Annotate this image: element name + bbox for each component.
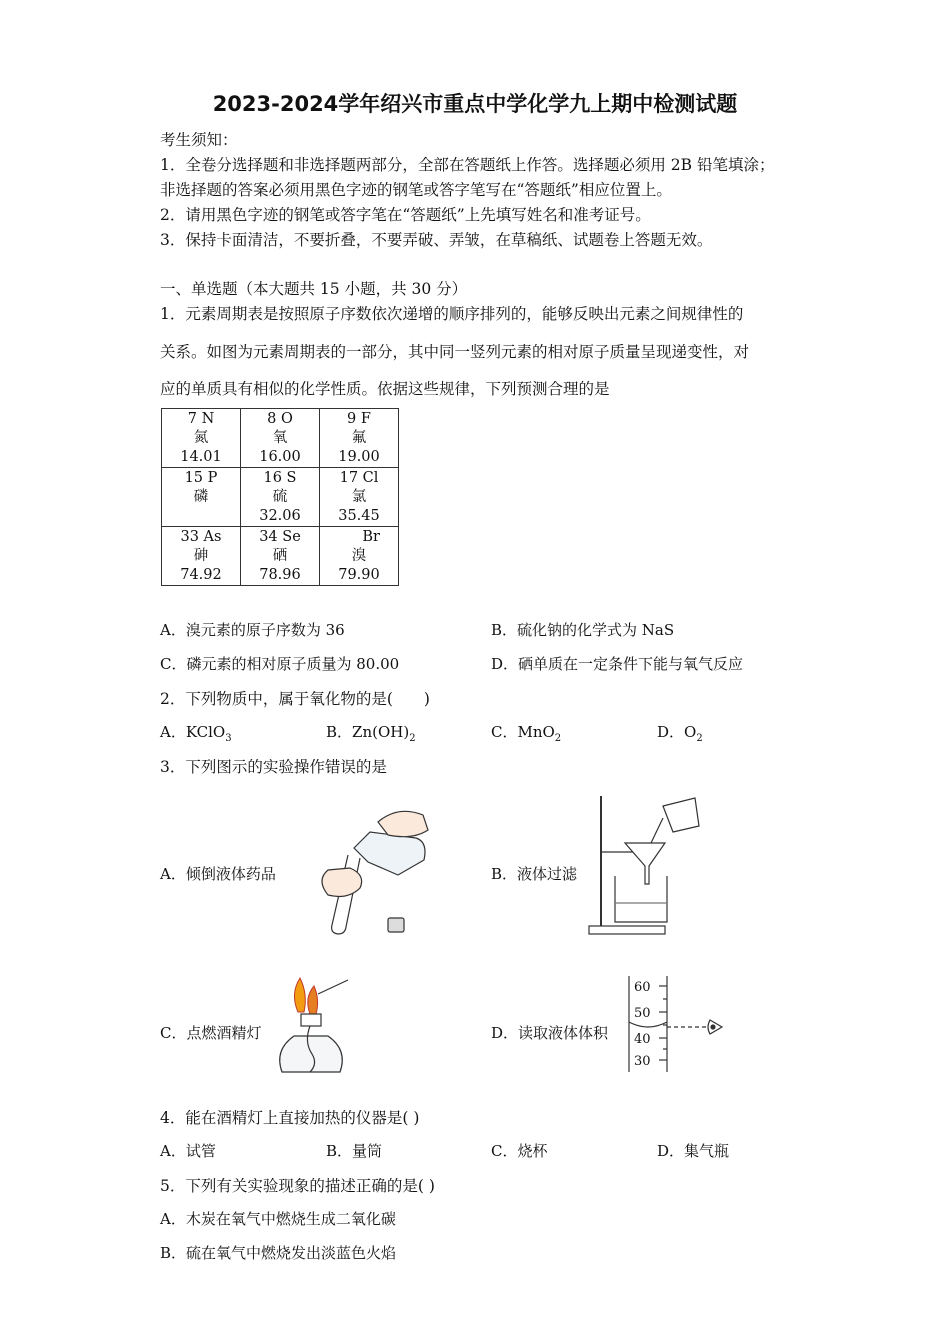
bottle-stopper-icon bbox=[388, 918, 404, 932]
stand-base-icon bbox=[589, 926, 665, 934]
element-number: 33 As bbox=[180, 528, 222, 545]
element-mass: 79.90 bbox=[338, 566, 380, 583]
element-number: 17 Cl bbox=[339, 469, 379, 486]
q1-stem-line-3: 应的单质具有相似的化学性质。依据这些规律，下列预测合理的是 bbox=[160, 380, 610, 398]
section-heading: 一、单选题（本大题共 15 小题，共 30 分） bbox=[160, 280, 468, 298]
q2-option-d-text: D．O bbox=[657, 723, 697, 741]
notice-line-1b: 非选择题的答案必须用黑色字迹的钢笔或答字笔写在“答题纸”相应位置上。 bbox=[160, 181, 672, 199]
q2-option-c[interactable] bbox=[491, 721, 561, 744]
element-cell bbox=[320, 468, 399, 527]
q3-option-c[interactable]: C．点燃酒精灯 bbox=[160, 1024, 262, 1042]
q5-option-b[interactable]: B．硫在氧气中燃烧发出淡蓝色火焰 bbox=[160, 1244, 397, 1262]
element-number: 8 O bbox=[267, 410, 293, 427]
q2-option-b-text: B．Zn(OH) bbox=[326, 723, 410, 741]
glass-rod-icon bbox=[651, 818, 663, 843]
element-mass: 35.45 bbox=[338, 507, 380, 524]
element-mass: 78.96 bbox=[259, 566, 301, 583]
q2-option-a[interactable] bbox=[160, 721, 232, 744]
lighting-lamp-icon bbox=[318, 980, 348, 994]
filtration-illustration bbox=[585, 788, 710, 938]
q2-option-c-text: C．MnO bbox=[491, 723, 555, 741]
q3-option-a[interactable]: A．倾倒液体药品 bbox=[160, 865, 276, 883]
element-cell bbox=[241, 527, 320, 586]
beaker-icon bbox=[615, 876, 667, 922]
q4-option-b[interactable]: B．量筒 bbox=[326, 1142, 383, 1160]
funnel-icon bbox=[625, 843, 665, 884]
element-name: 砷 bbox=[193, 547, 209, 564]
tick-label: 30 bbox=[634, 1054, 651, 1069]
tick-label: 50 bbox=[634, 1006, 651, 1021]
element-number: 9 F bbox=[347, 410, 371, 427]
flame-icon bbox=[294, 978, 305, 1012]
notice-line-2: 2．请用黑色字迹的钢笔或答字笔在“答题纸”上先填写姓名和准考证号。 bbox=[160, 206, 651, 224]
element-name: 氟 bbox=[351, 429, 367, 446]
q3-option-b[interactable]: B．液体过滤 bbox=[491, 865, 578, 883]
q1-option-c[interactable]: C．磷元素的相对原子质量为 80.00 bbox=[160, 655, 400, 673]
element-name: 硒 bbox=[272, 547, 288, 564]
pouring-liquid-illustration bbox=[288, 800, 438, 940]
element-mass: 32.06 bbox=[259, 507, 301, 524]
q4-option-c[interactable]: C．烧杯 bbox=[491, 1142, 548, 1160]
notice-heading: 考生须知： bbox=[160, 131, 238, 149]
element-cell bbox=[241, 468, 320, 527]
q3-stem: 3．下列图示的实验操作错误的是 bbox=[160, 758, 387, 776]
element-cell bbox=[162, 468, 241, 527]
q1-option-a[interactable]: A．溴元素的原子序数为 36 bbox=[160, 621, 345, 639]
element-number: 7 N bbox=[187, 410, 215, 427]
reading-volume-illustration bbox=[622, 972, 732, 1076]
q2-option-d[interactable] bbox=[657, 721, 703, 744]
q2-stem: 2．下列物质中，属于氧化物的是( ) bbox=[160, 690, 430, 708]
element-mass bbox=[162, 507, 240, 526]
element-name: 氯 bbox=[351, 488, 367, 505]
flame-icon bbox=[308, 986, 318, 1014]
hand-icon bbox=[322, 868, 362, 896]
q1-option-d[interactable]: D．硒单质在一定条件下能与氧气反应 bbox=[491, 655, 744, 673]
element-name: 溴 bbox=[351, 547, 367, 564]
element-number: 15 P bbox=[184, 469, 218, 486]
element-name: 氮 bbox=[193, 429, 209, 446]
tick-label: 60 bbox=[634, 980, 651, 995]
q2-option-b-sub: 2 bbox=[409, 733, 416, 744]
q2-option-a-sub: 3 bbox=[225, 733, 232, 744]
element-mass: 16.00 bbox=[259, 448, 301, 465]
periodic-table-fragment bbox=[161, 408, 399, 586]
q1-stem-line-2: 关系。如图为元素周期表的一部分，其中同一竖列元素的相对原子质量呈现递变性，对 bbox=[160, 343, 750, 361]
element-cell bbox=[320, 409, 399, 468]
element-mass: 74.92 bbox=[180, 566, 222, 583]
q2-option-c-sub: 2 bbox=[554, 733, 562, 744]
alcohol-lamp-illustration bbox=[268, 972, 368, 1082]
lamp-cap-icon bbox=[301, 1014, 321, 1026]
page-title: 2023-2024学年绍兴市重点中学化学九上期中检测试题 bbox=[212, 92, 738, 116]
lamp-body-icon bbox=[280, 1036, 343, 1072]
q2-option-d-sub: 2 bbox=[696, 733, 703, 744]
q2-option-a-text: A．KClO bbox=[160, 723, 226, 741]
element-cell bbox=[162, 527, 241, 586]
q4-option-d[interactable]: D．集气瓶 bbox=[657, 1142, 730, 1160]
q1-option-b[interactable]: B．硫化钠的化学式为 NaS bbox=[491, 621, 675, 639]
q5-stem: 5．下列有关实验现象的描述正确的是( ) bbox=[160, 1177, 435, 1195]
element-cell bbox=[241, 409, 320, 468]
element-cell bbox=[162, 409, 241, 468]
eye-pupil bbox=[711, 1025, 715, 1029]
notice-line-3: 3．保持卡面清洁，不要折叠，不要弄破、弄皱，在草稿纸、试题卷上答题无效。 bbox=[160, 231, 713, 249]
notice-line-1: 1．全卷分选择题和非选择题两部分，全部在答题纸上作答。选择题必须用 2B 铅笔填涂； bbox=[160, 156, 775, 174]
q4-stem: 4．能在酒精灯上直接加热的仪器是( ) bbox=[160, 1109, 420, 1127]
element-number: Br bbox=[362, 528, 380, 545]
element-mass: 14.01 bbox=[180, 448, 222, 465]
element-name: 硫 bbox=[272, 488, 288, 505]
q3-option-d[interactable]: D．读取液体体积 bbox=[491, 1024, 609, 1042]
tick-label: 40 bbox=[634, 1032, 651, 1047]
element-number: 16 S bbox=[263, 469, 297, 486]
q2-option-b[interactable] bbox=[326, 721, 416, 744]
q5-option-a[interactable]: A．木炭在氧气中燃烧生成二氧化碳 bbox=[160, 1210, 396, 1228]
q4-option-a[interactable]: A．试管 bbox=[160, 1142, 216, 1160]
element-name: 磷 bbox=[193, 488, 209, 505]
element-number: 34 Se bbox=[259, 528, 301, 545]
meniscus bbox=[629, 1022, 667, 1027]
reagent-bottle-icon bbox=[354, 832, 425, 875]
pouring-beaker-icon bbox=[663, 798, 699, 832]
q1-stem-line-1: 1．元素周期表是按照原子序数依次递增的顺序排列的，能够反映出元素之间规律性的 bbox=[160, 305, 744, 323]
element-cell bbox=[320, 527, 399, 586]
element-mass: 19.00 bbox=[338, 448, 380, 465]
hand-icon bbox=[378, 811, 428, 836]
element-name: 氧 bbox=[272, 429, 288, 446]
